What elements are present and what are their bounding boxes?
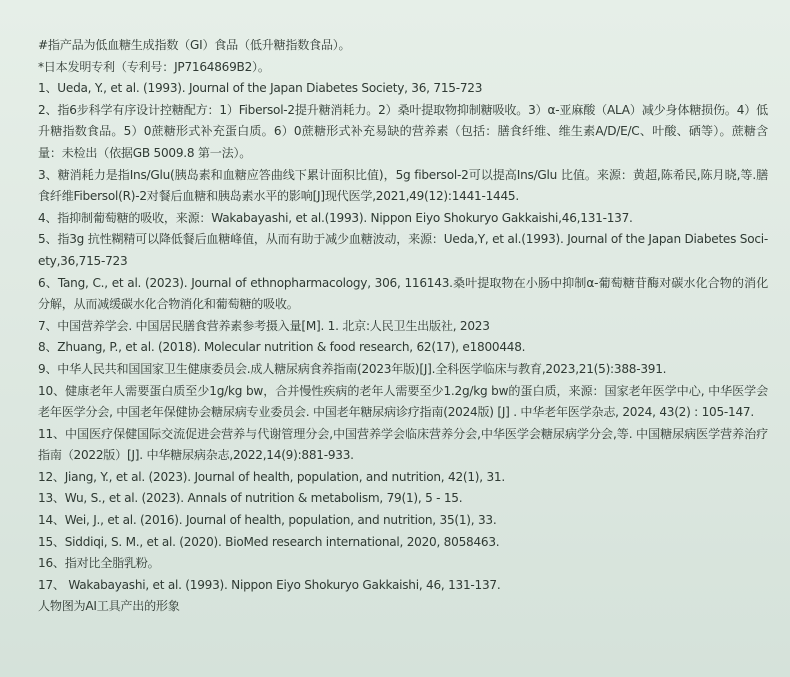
references-page xyxy=(38,35,768,618)
reference-item: 4、指抑制葡萄糖的吸收，来源：Wakabayashi, et al.(1993). Nippon Eiyo Shokuryo Gakkaishi,46,131-137. xyxy=(38,210,633,225)
reference-item: 8、Zhuang, P., et al. (2018). Molecular nutrition & food research, 62(17), e1800448. xyxy=(38,340,526,355)
reference-item: 7、中国营养学会. 中国居民膳食营养素参考摄入量[M]. 1. 北京:人民卫生出版社, 2023 xyxy=(38,318,490,333)
reference-item: 17、 Wakabayashi, et al. (1993). Nippon Eiyo Shokuryo Gakkaishi, 46, 131-137. xyxy=(38,577,501,592)
reference-item: 12、Jiang, Y., et al. (2023). Journal of health, population, and nutrition, 42(1), 31. xyxy=(38,469,505,484)
ai-image-disclaimer: 人物图为AI工具产出的形象 xyxy=(38,599,180,614)
reference-item: 11、中国医疗保健国际交流促进会营养与代谢管理分会,中国营养学会临床营养分会,中华医学会糖尿病学分会,等. 中国糖尿病医学营养治疗指南（2022版）[J]. 中华糖尿病杂志,2022,14(9):881-933. xyxy=(38,426,768,463)
reference-item: 6、Tang, C., et al. (2023). Journal of ethnopharmacology, 306, 116143.桑叶提取物在小肠中抑制α-葡萄糖苷酶对碳水化合物的消化分解，从而减缓碳水化合物消化和葡萄糖的吸收。 xyxy=(38,275,768,312)
reference-item: 13、Wu, S., et al. (2023). Annals of nutrition & metabolism, 79(1), 5 - 15. xyxy=(38,491,463,506)
reference-item: 1、Ueda, Y., et al. (1993). Journal of the Japan Diabetes Society, 36, 715-723 xyxy=(38,81,483,96)
reference-item: 15、Siddiqi, S. M., et al. (2020). BioMed research international, 2020, 8058463. xyxy=(38,534,500,549)
reference-item: 2、指6步科学有序设计控糖配方：1）Fibersol-2提升糖消耗力。2）桑叶提取物抑制糖吸收。3）α-亚麻酸（ALA）减少身体糖损伤。4）低升糖指数食品。5）0蔗糖形式补充蛋白质。6）0蔗糖形式补充易缺的营养素（包括：膳食纤维、维生素A/D/E/C、叶酸、硒等）。蔗糖含量：未检出（依据GB 5009.8 第一法）。 xyxy=(38,102,768,160)
reference-item: 10、健康老年人需要蛋白质至少1g/kg bw，合并慢性疾病的老年人需要至少1.2g/kg bw的蛋白质，来源：国家老年医学中心, 中华医学会老年医学分会, 中国老年保健协会糖尿病专业委员会. 中国老年糖尿病诊疗指南(2024版) [J] . 中华老年医学杂志, 2024, 43(2) : 105-147. xyxy=(38,383,768,420)
patent-note: *日本发明专利（专利号：JP7164869B2）。 xyxy=(38,59,270,74)
reference-item: 16、指对比全脂乳粉。 xyxy=(38,556,160,571)
reference-item: 9、中华人民共和国国家卫生健康委员会.成人糖尿病食养指南(2023年版)[J].全科医学临床与教育,2023,21(5):388-391. xyxy=(38,361,667,376)
reference-item: 14、Wei, J., et al. (2016). Journal of health, population, and nutrition, 35(1), 33. xyxy=(38,513,497,528)
reference-item: 3、糖消耗力是指Ins/Glu(胰岛素和血糖应答曲线下累计面积比值)，5g fibersol-2可以提高Ins/Glu 比值。来源：黄超,陈希民,陈月晓,等.膳食纤维Fibersol(R)-2对餐后血糖和胰岛素水平的影响[J]现代医学,2021,49(12):1441-1445. xyxy=(38,167,768,204)
gi-note: #指产品为低血糖生成指数（GI）食品（低升糖指数食品）。 xyxy=(38,38,351,52)
reference-item: 5、指3g 抗性糊精可以降低餐后血糖峰值，从而有助于减少血糖波动，来源：Ueda,Y, et al.(1993). Journal of the Japan Diabetes Soci-ety,36,715-723 xyxy=(38,232,768,268)
